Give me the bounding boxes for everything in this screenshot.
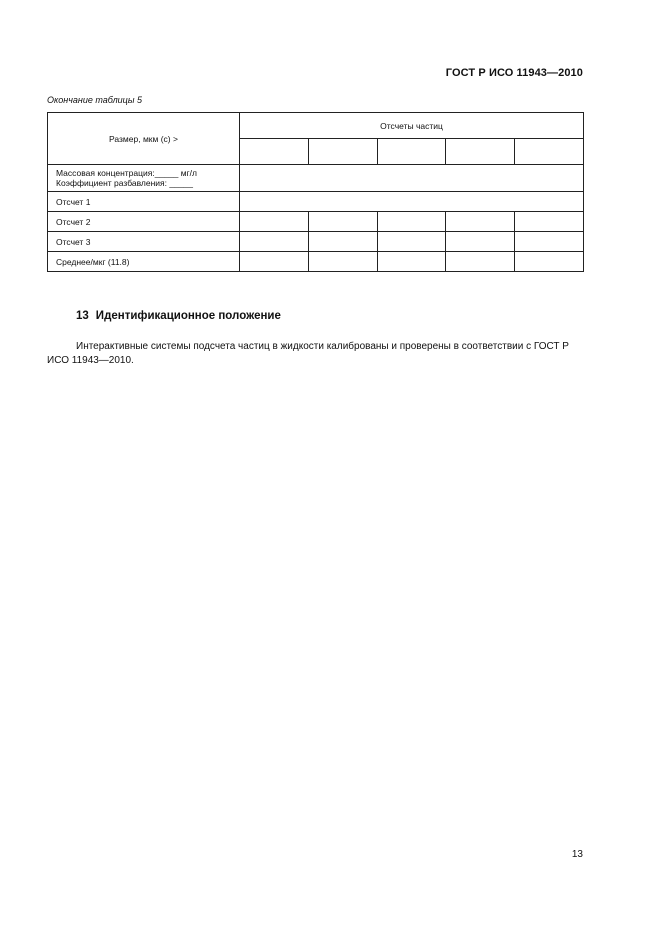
row-label-count-2: Отсчет 2 — [48, 212, 240, 232]
row-label-count-3: Отсчет 3 — [48, 232, 240, 252]
row-value-cell — [308, 252, 377, 272]
table-row — [48, 212, 584, 232]
row-value-cell — [446, 252, 515, 272]
size-header-cell: Размер, мкм (c) > — [48, 113, 240, 165]
section-number: 13 — [76, 310, 89, 322]
mass-concentration-label: Массовая концентрация:_____ мг/л — [56, 168, 197, 178]
section-title: Идентификационное положение — [95, 310, 281, 322]
row-value-cell — [240, 192, 584, 212]
dilution-factor-label: Коэффициент разбавления: _____ — [56, 178, 194, 188]
particle-count-table — [47, 112, 584, 272]
row-value-cell — [308, 212, 377, 232]
size-value-cell — [446, 139, 515, 165]
table-row — [48, 192, 584, 212]
row-value-cell — [515, 212, 584, 232]
section-heading — [76, 310, 281, 322]
row-value-cell — [446, 232, 515, 252]
size-value-cell — [515, 139, 584, 165]
row-value-cell — [377, 232, 446, 252]
row-value-cell — [377, 212, 446, 232]
table-row — [48, 232, 584, 252]
row-value-cell — [240, 232, 309, 252]
page-number: 13 — [571, 849, 583, 860]
row-value-cell — [515, 232, 584, 252]
counts-header-cell: Отсчеты частиц — [240, 113, 584, 139]
table-header-row — [48, 113, 584, 139]
size-value-cell — [240, 139, 309, 165]
size-value-cell — [308, 139, 377, 165]
table-caption: Окончание таблицы 5 — [47, 95, 142, 105]
row-label-average: Среднее/мкг (11.8) — [48, 252, 240, 272]
table-row — [48, 252, 584, 272]
row-value-cell — [240, 252, 309, 272]
document-code: ГОСТ Р ИСО 11943—2010 — [445, 67, 583, 79]
row-value-cell — [515, 252, 584, 272]
size-value-cell — [377, 139, 446, 165]
concentration-value-cell — [240, 165, 584, 192]
section-paragraph: Интерактивные системы подсчета частиц в жидкости калиброваны и проверены в соответствии с ГОСТ Р ИСО 11943—2010. — [47, 341, 569, 366]
row-value-cell — [446, 212, 515, 232]
row-value-cell — [240, 212, 309, 232]
row-value-cell — [377, 252, 446, 272]
row-label-count-1: Отсчет 1 — [48, 192, 240, 212]
concentration-cell — [48, 165, 240, 192]
row-value-cell — [308, 232, 377, 252]
concentration-row — [48, 165, 584, 192]
